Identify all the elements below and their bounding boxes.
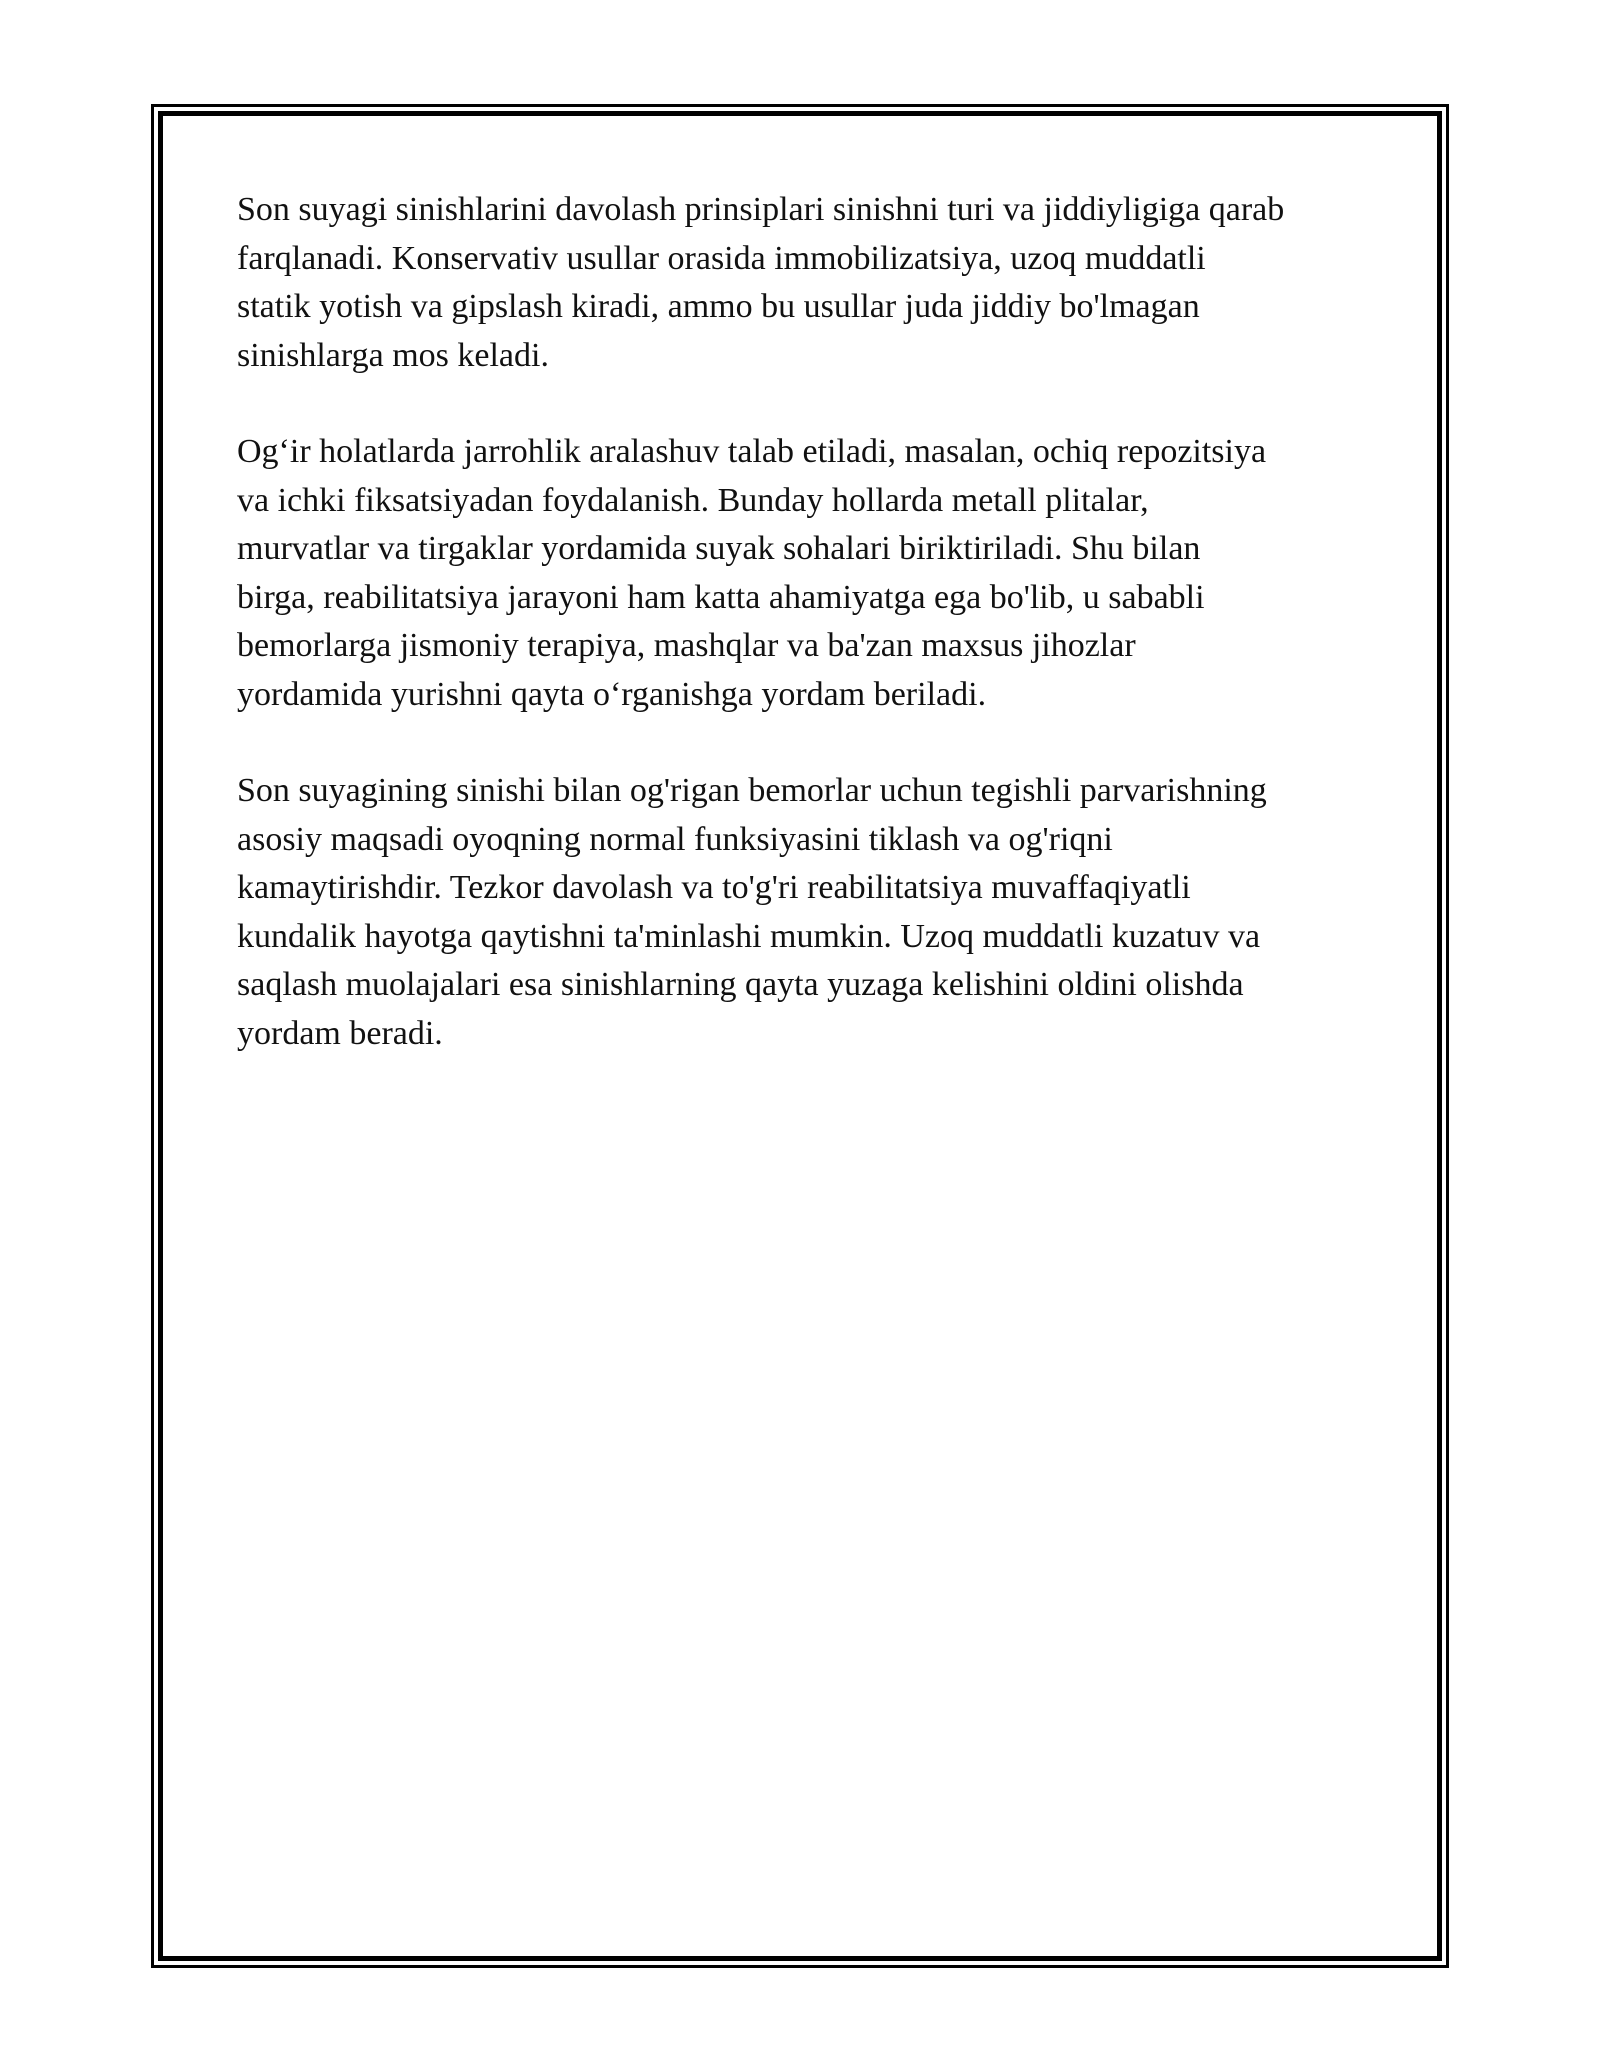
paragraph-1: Son suyagi sinishlarini davolash prinsiplari sinishni turi va jiddiyligiga qarab farqlanadi. Konservativ usullar orasida immobilizatsiya, uzoq muddatli statik yotish va gipslash kiradi, ammo bu usullar juda jiddiy bo'lmagan sinishlarga mos keladi.	[237, 191, 1285, 374]
paragraph-2: Og‘ir holatlarda jarrohlik aralashuv talab etiladi, masalan, ochiq repozitsiya va ichki fiksatsiyadan foydalanish. Bunday hollarda metall plitalar, murvatlar va tirgaklar yordamida suyak sohalari biriktiriladi. Shu bilan birga, reabilitatsiya jarayoni ham katta ahamiyatga ega bo'lib, u sababli bemorlarga jismoniy terapiya, mashqlar va ba'zan maxsus jihozlar yordamida yurishni qayta o‘rganishga yordam beriladi.	[237, 433, 1267, 713]
paragraph-3: Son suyagining sinishi bilan og'rigan bemorlar uchun tegishli parvarishning asosiy maqsadi oyoqning normal funksiyasini tiklash va og'riqni kamaytirishdir. Tezkor davolash va to'g'ri reabilitatsiya muvaffaqiyatli kundalik hayotga qaytishni ta'minlashi mumkin. Uzoq muddatli kuzatuv va saqlash muolajalari esa sinishlarning qayta yuzaga kelishini oldini olishda yordam beradi.	[237, 772, 1267, 1052]
document-body	[237, 186, 1377, 1106]
